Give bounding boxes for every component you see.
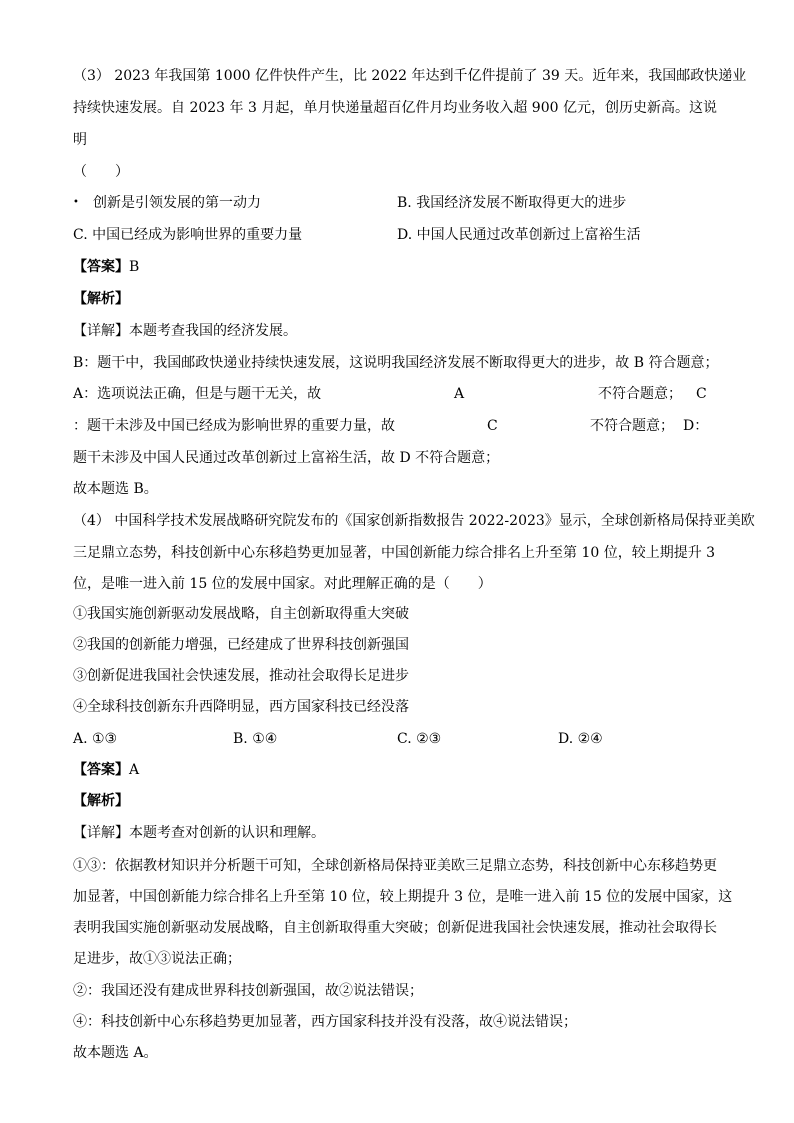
q3-option-d: D. 中国人民通过改革创新过上富裕生活 [397,227,641,243]
q3-explain-line-3d: D： [683,418,709,434]
q4-explain-line-2: 加显著，中国创新能力综合排名上升至第 10 位，较上期提升 3 位，是唯一进入前 15 位的发展中国家，这 [73,889,733,905]
q3-explain-line-2c: 不符合题意； [598,386,682,402]
q4-explain-line-1: ①③：依据教材知识并分析题干可知，全球创新格局保持亚美欧三足鼎立态势，科技创新中心东移趋势更 [73,858,717,874]
q3-answer-label: 【答案】 [73,259,129,275]
q4-stem-line-1: （4） 中国科学技术发展战略研究院发布的《国家创新指数报告 2022-2023》显示，全球创新格局保持亚美欧 [73,513,755,529]
q4-answer-label: 【答案】 [73,762,129,778]
q3-explain-line-4: 题干未涉及中国人民通过改革创新过上富裕生活，故 D 不符合题意； [73,450,500,466]
q4-option-c: C. ②③ [397,731,442,747]
q4-explain-line-5: ②：我国还没有建成世界科技创新强国，故②说法错误； [73,983,423,999]
q3-stem-line-2: 持续快速发展。自 2023 年 3 月起，单月快递量超百亿件月均业务收入超 900 亿元，创历史新高。这说 [73,100,717,116]
q3-answer [73,257,139,277]
q4-stem-line-2: 三足鼎立态势，科技创新中心东移趋势更加显著，中国创新能力综合排名上升至第 10 位，较上期提升 3 [73,545,716,561]
q4-option-a: A. ①③ [73,731,118,747]
q4-analysis-heading: 【解析】 [73,793,129,809]
q3-explain-line-2d: C [696,386,707,402]
q3-stem-line-1: （3） 2023 年我国第 1000 亿件快件产生，比 2022 年达到千亿件提前了 39 天。近年来，我国邮政快递业 [73,68,747,84]
q4-explain-line-6: ④：科技创新中心东移趋势更加显著，西方国家科技并没有没落，故④说法错误； [73,1014,577,1030]
q3-answer-value: B [129,259,140,275]
q4-item-3: ③创新促进我国社会快速发展，推动社会取得长足进步 [73,668,409,684]
q3-explain-line-3a: ：题干未涉及中国已经成为影响世界的重要力量，故 [73,418,395,434]
q4-option-d: D. ②④ [558,731,603,747]
q3-explain-line-2a: A：选项说法正确，但是与题干无关，故 [73,386,322,402]
q4-answer-value: A [129,762,140,778]
q4-detail: 【详解】本题考查对创新的认识和理解。 [73,825,325,841]
q4-item-1: ①我国实施创新驱动发展战略，自主创新取得重大突破 [73,606,409,622]
q4-explain-line-4: 足进步，故①③说法正确； [73,951,241,967]
q3-explain-line-3b: C [487,418,498,434]
q3-explain-line-3c: 不符合题意； [590,418,674,434]
q3-explain-line-1: B：题干中，我国邮政快递业持续快速发展，这说明我国经济发展不断取得更大的进步，故 B 符合题意； [73,355,719,371]
q4-item-2: ②我国的创新能力增强，已经建成了世界科技创新强国 [73,637,409,653]
q3-option-c: C. 中国已经成为影响世界的重要力量 [73,227,303,243]
q4-stem-line-3: 位，是唯一进入前 15 位的发展中国家。对此理解正确的是（ ） [73,576,492,592]
q4-option-b: B. ①④ [233,731,278,747]
q3-bullet-mark: • [73,197,79,208]
q4-answer [73,760,139,780]
q3-explain-line-5: 故本题选 B。 [73,481,158,497]
q4-item-4: ④全球科技创新东升西降明显，西方国家科技已经没落 [73,699,409,715]
q3-explain-line-2b: A [454,386,465,402]
q3-stem-line-3: 明 [73,132,87,148]
q3-paren: （ ） [73,164,129,180]
q3-analysis-heading: 【解析】 [73,291,129,307]
q3-detail: 【详解】本题考查我国的经济发展。 [73,323,297,339]
q4-explain-line-7: 故本题选 A。 [73,1045,158,1061]
q3-option-a: 创新是引领发展的第一动力 [93,195,261,211]
q4-explain-line-3: 表明我国实施创新驱动发展战略，自主创新取得重大突破；创新促进我国社会快速发展，推动社会取得长 [73,920,717,936]
q3-option-b: B. 我国经济发展不断取得更大的进步 [397,195,627,211]
